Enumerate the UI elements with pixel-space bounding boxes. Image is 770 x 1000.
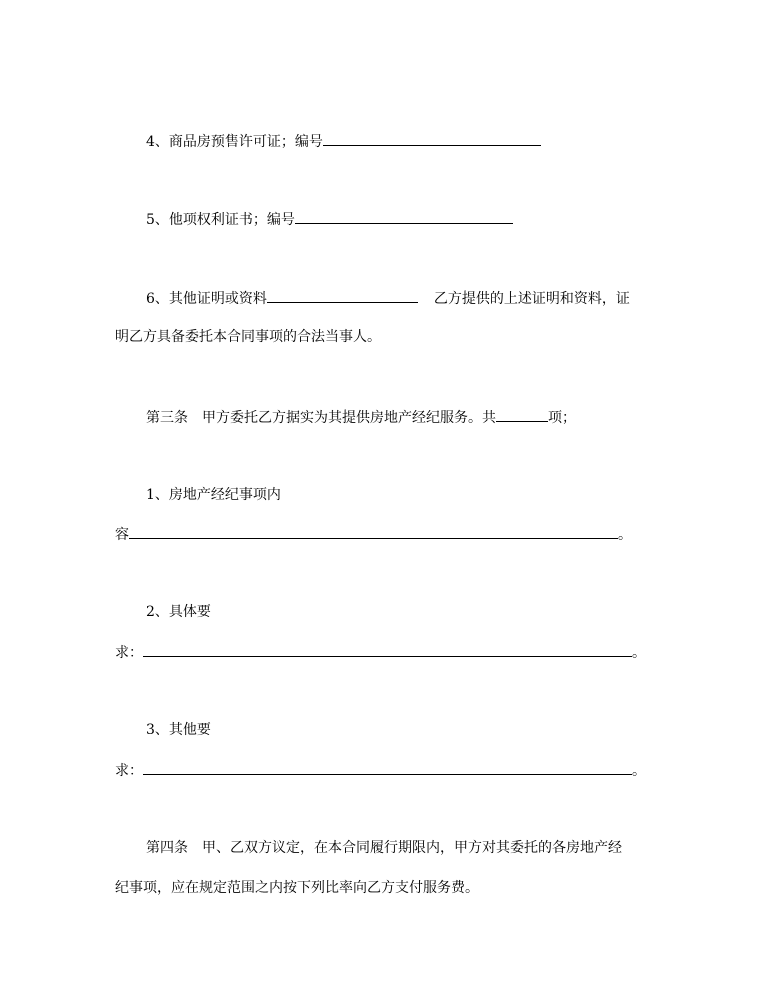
sub-item-3-row — [146, 720, 211, 740]
item-5-number-blank[interactable] — [295, 209, 513, 224]
sub-item-3-period: 。 — [632, 763, 646, 779]
article-4-line-2 — [115, 878, 479, 898]
sub-item-2-blank[interactable] — [143, 642, 632, 657]
sub-item-3-cont: 求： — [115, 763, 143, 779]
item-4-number-blank[interactable] — [323, 131, 541, 146]
sub-item-1-text: 1、房地产经纪事项内 — [146, 487, 281, 503]
sub-item-1-blank[interactable] — [129, 524, 618, 539]
sub-item-2-cont: 求： — [115, 645, 143, 661]
sub-item-1-row — [146, 485, 281, 505]
sub-item-1-cont: 容 — [115, 527, 129, 543]
sub-item-2-period: 。 — [632, 645, 646, 661]
item-6-row — [146, 288, 630, 308]
article-4-text-1: 第四条 甲、乙双方议定，在本合同履行期限内，甲方对其委托的各房地产经 — [146, 840, 622, 856]
item-6-line-2-text: 明乙方具备委托本合同事项的合法当事人。 — [115, 329, 381, 345]
item-6-blank[interactable] — [267, 288, 418, 303]
item-6-line-2 — [115, 327, 381, 347]
sub-item-2-line-2 — [115, 642, 646, 662]
item-5-text: 5、他项权利证书；编号 — [146, 212, 295, 228]
article-3-count-blank[interactable] — [496, 407, 548, 422]
item-4-row — [146, 131, 541, 151]
article-3-suffix: 项； — [548, 410, 576, 426]
item-6-continuation: 乙方提供的上述证明和资料，证 — [433, 291, 630, 307]
sub-item-2-text: 2、具体要 — [146, 604, 211, 620]
item-6-text: 6、其他证明或资料 — [146, 291, 267, 307]
sub-item-3-text: 3、其他要 — [146, 722, 211, 738]
article-4-text-2: 纪事项，应在规定范围之内按下列比率向乙方支付服务费。 — [115, 880, 479, 896]
article-3-row — [146, 407, 576, 427]
item-4-text: 4、商品房预售许可证；编号 — [146, 134, 323, 150]
article-3-text: 第三条 甲方委托乙方据实为其提供房地产经纪服务。共 — [146, 410, 496, 426]
sub-item-1-period: 。 — [618, 527, 632, 543]
sub-item-1-line-2 — [115, 524, 632, 544]
article-4-line-1 — [146, 838, 622, 858]
sub-item-3-blank[interactable] — [143, 760, 632, 775]
sub-item-2-row — [146, 602, 211, 622]
item-5-row — [146, 209, 513, 229]
sub-item-3-line-2 — [115, 760, 646, 780]
